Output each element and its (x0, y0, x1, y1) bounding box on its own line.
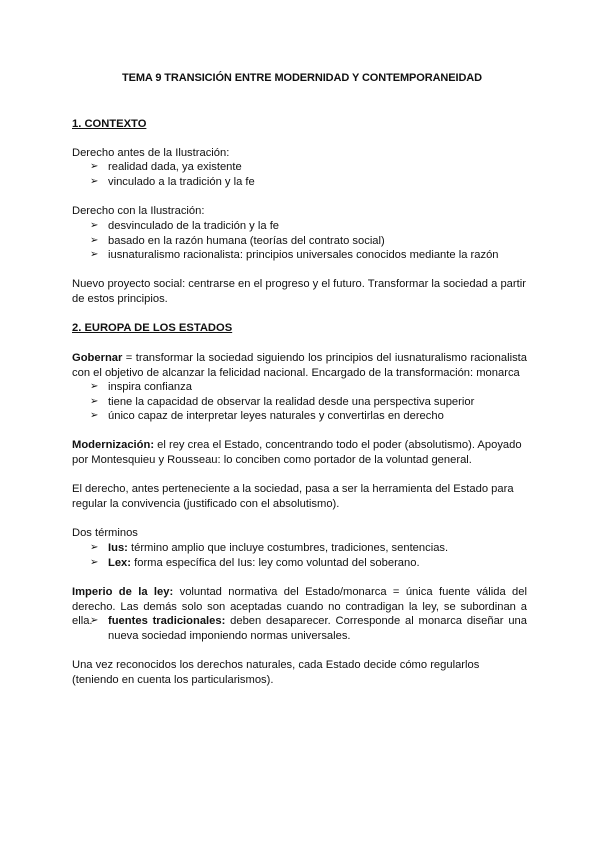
paragraph-derecho-antes: Derecho antes de la Ilustración: (72, 147, 230, 159)
document-title: TEMA 9 TRANSICIÓN ENTRE MODERNIDAD Y CONTEMPORANEIDAD (122, 72, 482, 84)
bullet-list-monarca (72, 380, 527, 424)
section-heading-europa: 2. EUROPA DE LOS ESTADOS (72, 322, 233, 334)
list-item: ➢ basado en la razón humana (teorías del contrato social) (90, 234, 385, 247)
paragraph-final: Una vez reconocidos los derechos naturales, cada Estado decide cómo regularlos (teniendo en cuenta los particularismos). (72, 659, 480, 686)
bullet-list-antes (72, 160, 527, 189)
paragraph-derecho-estado: El derecho, antes perteneciente a la sociedad, pasa a ser la herramienta del Estado para regular la convivencia (justificado con el absolutismo). (72, 483, 514, 510)
term-modernizacion: Modernización: (72, 439, 155, 451)
list-item: ➢ desvinculado de la tradición y la fe (90, 220, 280, 232)
arrow-bullet-icon: ➢ (90, 220, 99, 231)
term-imperio-ley: Imperio de la ley: (72, 586, 174, 598)
arrow-bullet-icon: ➢ (90, 175, 99, 187)
paragraph-nuevo-proyecto: Nuevo proyecto social: centrarse en el progreso y el futuro. Transformar la sociedad a partir de estos principios. (72, 278, 526, 305)
arrow-bullet-icon: ➢ (90, 556, 99, 568)
list-item: ➢ iusnaturalismo racionalista: principios universales conocidos mediante la razón (90, 249, 499, 262)
bullet-list-fuentes (72, 614, 527, 643)
arrow-bullet-icon: ➢ (90, 542, 99, 553)
arrow-bullet-icon: ➢ (90, 410, 99, 422)
section-heading-contexto: 1. CONTEXTO (72, 118, 147, 130)
list-item: ➢ realidad dada, ya existente (90, 161, 242, 173)
arrow-bullet-icon: ➢ (90, 395, 99, 407)
list-item-fuentes: ➢ fuentes tradicionales: deben desaparecer. Corresponde al monarca diseñar una nueva sociedad imponiendo normas universales. (90, 615, 527, 642)
list-item: ➢ único capaz de interpretar leyes naturales y convertirlas en derecho (90, 410, 444, 423)
arrow-bullet-icon: ➢ (90, 615, 99, 626)
arrow-bullet-icon: ➢ (90, 381, 99, 392)
arrow-bullet-icon: ➢ (90, 234, 99, 246)
paragraph-dos-terminos: Dos términos (72, 527, 138, 539)
bullet-list-terminos (72, 541, 527, 570)
list-item: ➢ inspira confianza (90, 381, 192, 393)
arrow-bullet-icon: ➢ (90, 249, 99, 261)
list-item: ➢ tiene la capacidad de observar la realidad desde una perspectiva superior (90, 395, 475, 408)
list-item: ➢ vinculado a la tradición y la fe (90, 175, 255, 188)
list-item-ius: ➢ Ius: término amplio que incluye costumbres, tradiciones, sentencias. (90, 542, 449, 554)
paragraph-derecho-con: Derecho con la Ilustración: (72, 205, 205, 217)
paragraph-imperio-ley: Imperio de la ley: voluntad normativa del Estado/monarca = única fuente válida del derecho. Las demás solo son aceptadas cuando no contradigan la ley, se subordinan a ella. (72, 586, 527, 628)
bullet-list-con (72, 219, 527, 263)
arrow-bullet-icon: ➢ (90, 161, 99, 172)
paragraph-modernizacion: Modernización: el rey crea el Estado, concentrando todo el poder (absolutismo). Apoyado por Montesquieu y Rousseau: lo conciben como portador de la voluntad general. (72, 439, 522, 466)
list-item-lex: ➢ Lex: forma específica del Ius: ley como voluntad del soberano. (90, 556, 420, 569)
paragraph-gobernar: Gobernar = transformar la sociedad siguiendo los principios del iusnaturalismo racionalista con el objetivo de alcanzar la felicidad nacional. Encargado de la transformación: monarca (72, 352, 527, 379)
term-gobernar: Gobernar (72, 352, 123, 364)
